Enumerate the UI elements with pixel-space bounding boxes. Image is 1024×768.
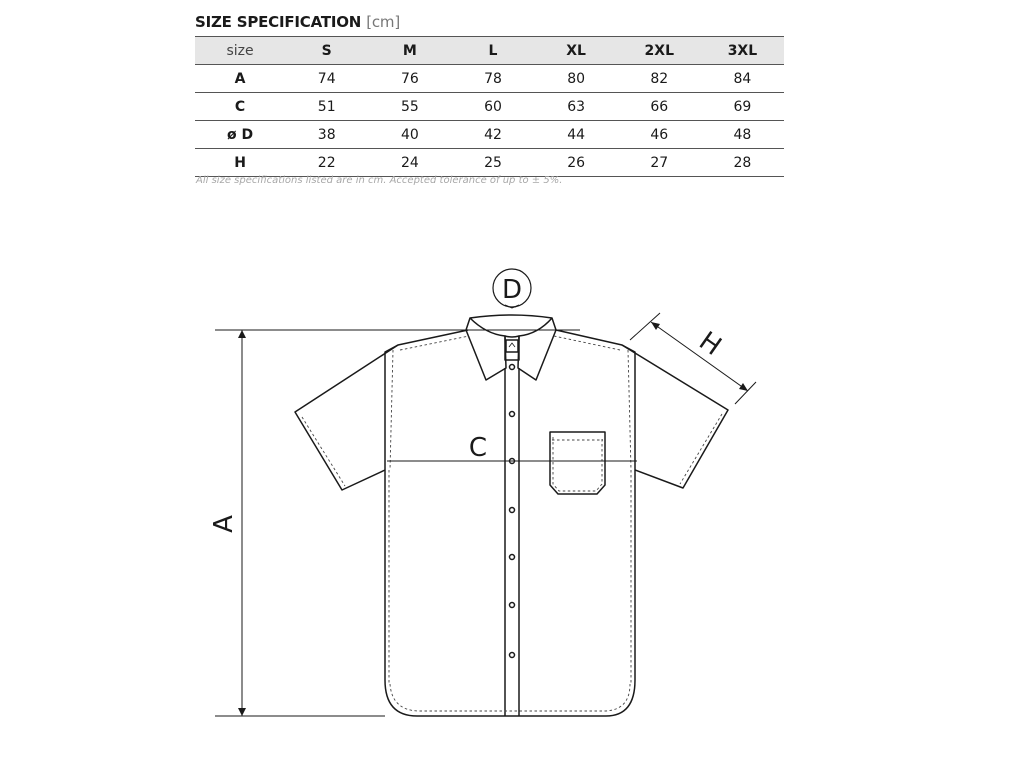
spec-title-unit: [cm] (366, 13, 400, 31)
table-cell: 28 (701, 149, 784, 177)
table-cell: 40 (368, 121, 451, 149)
header-size-l: L (451, 37, 534, 65)
table-cell: 63 (535, 93, 618, 121)
header-size-label: size (195, 37, 285, 65)
header-size-2xl: 2XL (618, 37, 701, 65)
tolerance-note: All size specifications listed are in cm. Accepted tolerance of up to ± 5%. (196, 175, 563, 186)
table-cell: 82 (618, 65, 701, 93)
hem-stitch (390, 684, 630, 711)
table-cell: 26 (535, 149, 618, 177)
table-cell: 84 (701, 65, 784, 93)
table-cell: 55 (368, 93, 451, 121)
dim-h-line (651, 322, 748, 391)
row-label-a: A (195, 65, 285, 93)
dim-h-ext-bottom (735, 382, 756, 404)
table-cell: 27 (618, 149, 701, 177)
button (510, 555, 515, 560)
table-cell: 25 (451, 149, 534, 177)
table-cell: 42 (451, 121, 534, 149)
dim-h-label: H (693, 326, 727, 362)
button (510, 412, 515, 417)
armhole-stitch-left (390, 350, 393, 470)
dim-h-arrow-start-icon (651, 322, 660, 330)
header-size-xl: XL (535, 37, 618, 65)
dim-h-arrow-end-icon (739, 383, 748, 391)
header-size-m: M (368, 37, 451, 65)
header-size-s: S (285, 37, 368, 65)
armhole-stitch-right (628, 350, 631, 470)
table-cell: 69 (701, 93, 784, 121)
shirt-body-outline (385, 330, 635, 716)
row-label-h: H (195, 149, 285, 177)
dim-a-arrow-bottom-icon (238, 708, 246, 716)
chest-pocket (550, 432, 605, 494)
neck-label-tag (506, 340, 518, 352)
table-cell: 24 (368, 149, 451, 177)
row-label-c: C (195, 93, 285, 121)
header-size-3xl: 3XL (701, 37, 784, 65)
right-sleeve (622, 345, 728, 488)
row-label-d: ø D (195, 121, 285, 149)
right-sleeve-hem-stitch (680, 414, 722, 484)
table-cell: 48 (701, 121, 784, 149)
table-cell: 38 (285, 121, 368, 149)
table-cell: 44 (535, 121, 618, 149)
table-cell: 78 (451, 65, 534, 93)
collar-right-wing (518, 318, 556, 380)
left-sleeve (295, 345, 398, 490)
spec-title-text: SIZE SPECIFICATION (195, 13, 362, 31)
button (510, 603, 515, 608)
dim-a-label: A (209, 515, 239, 533)
button (510, 653, 515, 658)
dim-d-label: D (501, 275, 523, 305)
left-sleeve-hem-stitch (302, 417, 345, 486)
table-cell: 80 (535, 65, 618, 93)
button (510, 365, 515, 370)
table-cell: 46 (618, 121, 701, 149)
table-cell: 51 (285, 93, 368, 121)
table-cell: 74 (285, 65, 368, 93)
button (510, 508, 515, 513)
brand-logo-icon (509, 343, 515, 347)
table-cell: 66 (618, 93, 701, 121)
table-cell: 22 (285, 149, 368, 177)
table-cell: 76 (368, 65, 451, 93)
dim-a-arrow-top-icon (238, 330, 246, 338)
pocket-stitch-body (553, 437, 602, 491)
table-cell: 60 (451, 93, 534, 121)
collar-left-wing (466, 318, 506, 380)
dim-c-label: C (468, 433, 488, 463)
